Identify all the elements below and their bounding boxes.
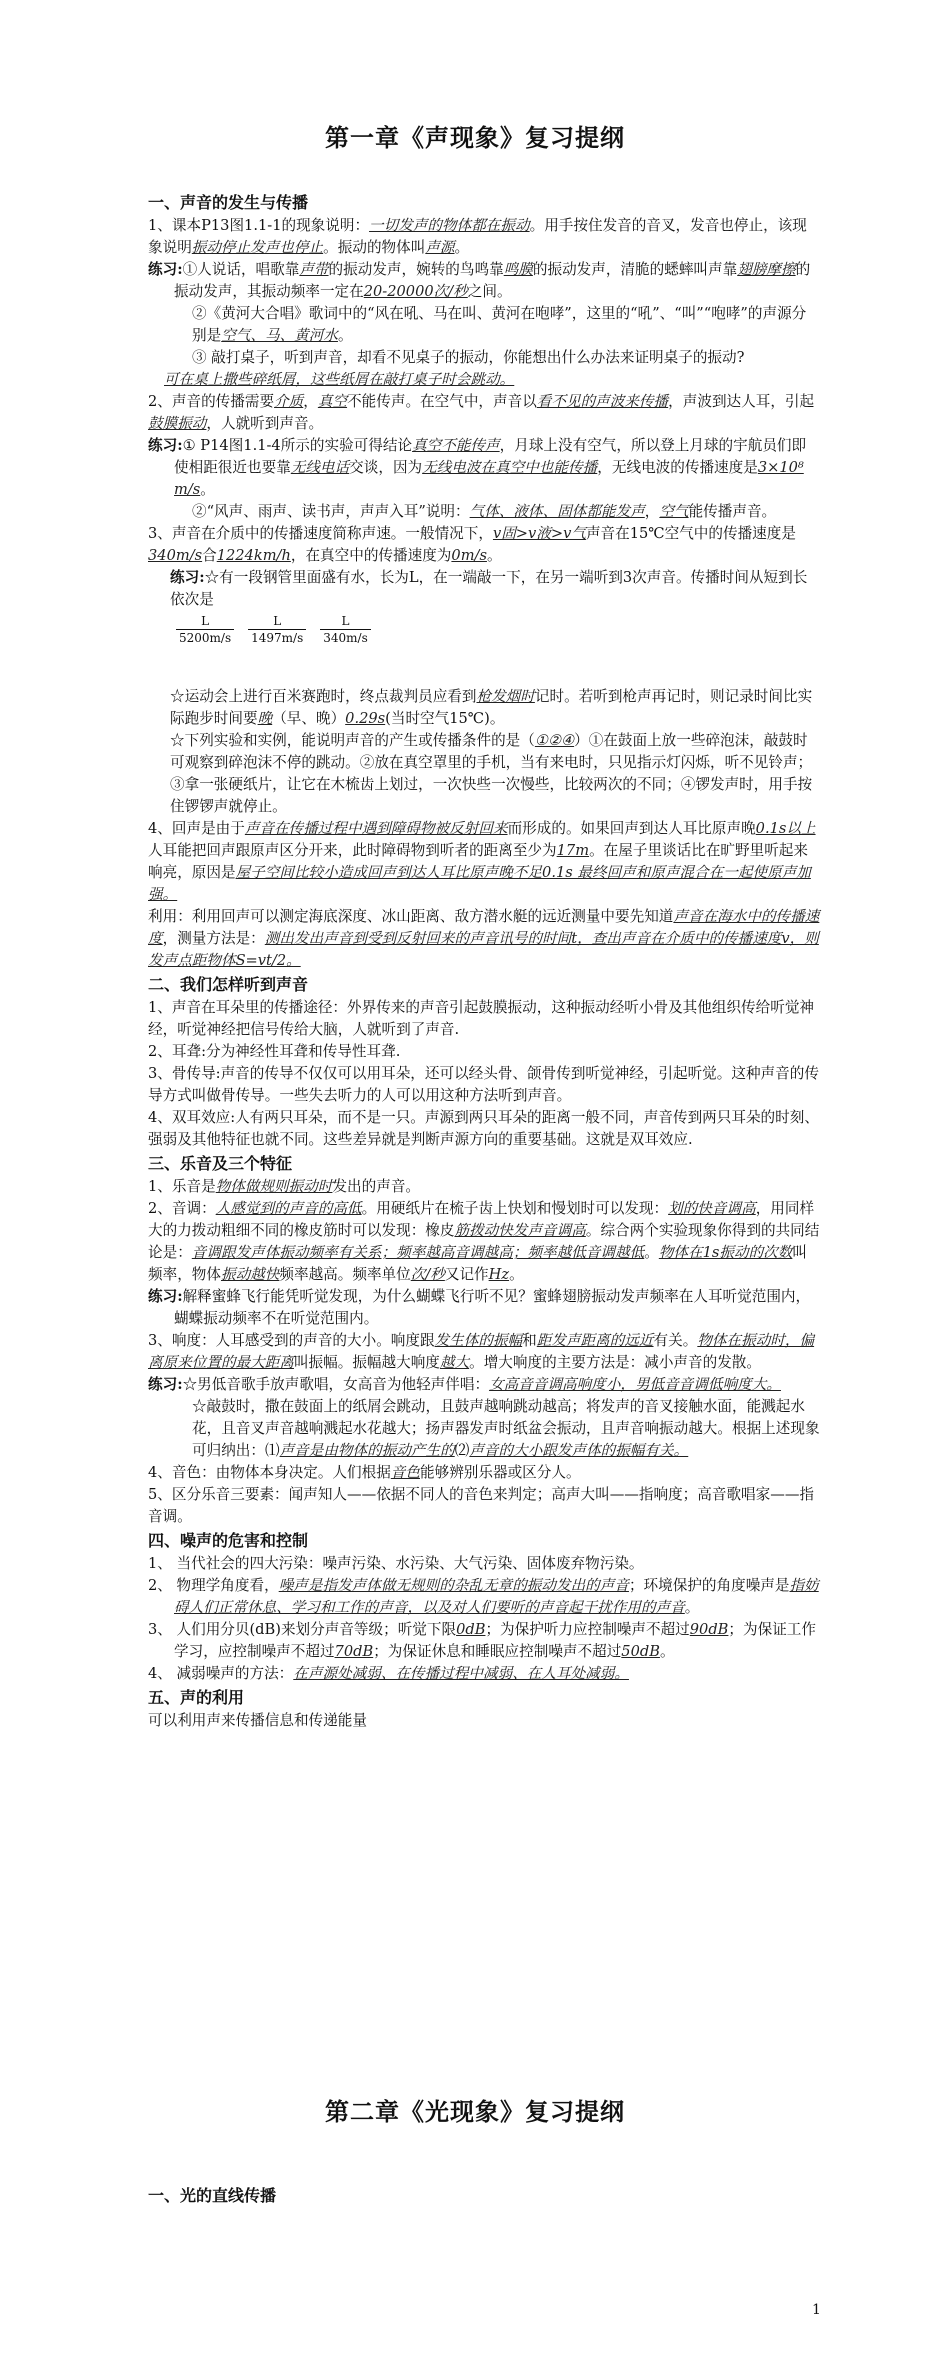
paragraph: 4、回声是由于声音在传播过程中遇到障碍物被反射回来而形成的。如果回声到达人耳比原声晚0.1s以上人耳能把回声跟原声区分开来，此时障碍物到听者的距离至少为17m。在屋子里谈话比在旷野里听起来响亮，原因是屋子空间比较小造成回声到达人耳比原声晚不足0.1s 最终回声和原声混合在一起使原声加强。: [148, 820, 816, 903]
exercise-item: ③ 敲打桌子，听到声音，却看不见桌子的振动，你能想出什么办法来证明桌子的振动? 可在桌上撒些碎纸屑，这些纸屑在敲打桌子时会跳动。: [164, 349, 745, 388]
exercise: 练习:解释蜜蜂飞行能凭听觉发现，为什么蝴蝶飞行听不见？蜜蜂翅膀振动发声频率在人耳听觉范围内，蝴蝶振动频率不在听觉范围内。: [148, 1288, 811, 1327]
fraction-list: [148, 613, 820, 646]
paragraph: 1、课本P13图1.1-1的现象说明：一切发声的物体都在振动。用手按住发音的音叉，发音也停止，该现象说明振动停止发声也停止。振动的物体叫声源。: [148, 217, 807, 256]
section-1-heading: 一、声音的发生与传播: [148, 193, 309, 212]
chapter-2-section-1-heading: 一、光的直线传播: [148, 2186, 277, 2205]
paragraph: 2、 物理学角度看，噪声是指发声体做无规则的杂乱无章的振动发出的声音；环境保护的角度噪声是指妨碍人们正常休息、学习和工作的声音，以及对人们要听的声音起干扰作用的声音。: [148, 1577, 819, 1616]
paragraph: 1、乐音是物体做规则振动时发出的声音。: [148, 1178, 421, 1195]
exercise: 练习:☆男低音歌手放声歌唱，女高音为他轻声伴唱：女高音音调高响度小，男低音音调低响度大。: [148, 1376, 781, 1393]
section-4-heading: 四、噪声的危害和控制: [148, 1531, 309, 1550]
exercise: 练习:① P14图1.1-4所示的实验可得结论真空不能传声，月球上没有空气，所以登上月球的宇航员们即使相距很近也要靠无线电话交谈，因为无线电波在真空中也能传播，无线电波的传播速度是3×10⁸ m/s。: [148, 437, 807, 498]
page-number: 1: [812, 2302, 821, 2318]
paragraph: 5、区分乐音三要素：闻声知人——依据不同人的音色来判定；高声大叫——指响度；高音歌唱家——指音调。: [148, 1486, 815, 1525]
paragraph: 3、骨传导:声音的传导不仅仅可以用耳朵，还可以经头骨、颌骨传到听觉神经，引起听觉。这种声音的传导方式叫做骨传导。一些失去听力的人可以用这种方法听到声音。: [148, 1065, 819, 1104]
fraction: $\frac{L}{1497m/s}$: [248, 613, 306, 646]
paragraph: 1、声音在耳朵里的传播途径：外界传来的声音引起鼓膜振动，这种振动经听小骨及其他组织传给听觉神经，听觉神经把信号传给大脑，人就听到了声音.: [148, 999, 815, 1038]
exercise: 练习:①人说话，唱歌靠声带的振动发声，婉转的鸟鸣靠鸣膜的振动发声，清脆的蟋蟀叫声靠翅膀摩擦的振动发声，其振动频率一定在20-20000次/秒之间。: [148, 261, 811, 300]
section-3-heading: 三、乐音及三个特征: [148, 1154, 293, 1173]
chapter-1-body: [148, 190, 820, 1732]
paragraph: 4、音色：由物体本身决定。人们根据音色能够辨别乐器或区分人。: [148, 1464, 581, 1481]
exercise-item: ☆运动会上进行百米赛跑时，终点裁判员应看到枪发烟时记时。若听到枪声再记时，则记录时间比实际跑步时间要晚（早、晚）0.29s(当时空气15℃)。: [170, 688, 813, 727]
section-2-heading: 二、我们怎样听到声音: [148, 975, 309, 994]
paragraph: 1、 当代社会的四大污染：噪声污染、水污染、大气污染、固体废弃物污染。: [148, 1555, 644, 1572]
paragraph: 2、声音的传播需要介质，真空不能传声。在空气中，声音以看不见的声波来传播，声波到达人耳，引起鼓膜振动，人就听到声音。: [148, 393, 815, 432]
paragraph: 利用：利用回声可以测定海底深度、冰山距离、敌方潜水艇的远近测量中要先知道声音在海水中的传播速度，测量方法是：测出发出声音到受到反射回来的声音讯号的时间t，查出声音在介质中的传播速度v，则发声点距物体S=vt/2。: [148, 908, 820, 969]
paragraph: 3、响度：人耳感受到的声音的大小。响度跟发生体的振幅和距发声距离的远近有关。物体在振动时，偏离原来位置的最大距离叫振幅。振幅越大响度越大。增大响度的主要方法是：减小声音的发散。: [148, 1332, 815, 1371]
exercise-item: ②《黄河大合唱》歌词中的“风在吼、马在叫、黄河在咆哮”，这里的“吼”、“叫”“咆哮”的声源分别是空气、马、黄河水。: [192, 305, 807, 344]
fraction: $\frac{L}{340m/s}$: [320, 613, 370, 646]
paragraph: 4、双耳效应:人有两只耳朵，而不是一只。声源到两只耳朵的距离一般不同，声音传到两只耳朵的时刻、强弱及其他特征也就不同。这些差异就是判断声源方向的重要基础。这就是双耳效应.: [148, 1109, 819, 1148]
paragraph: 2、音调：人感觉到的声音的高低。用硬纸片在梳子齿上快划和慢划时可以发现：划的快音调高，用同样大的力拨动粗细不同的橡皮筋时可以发现：橡皮筋拨动快发声音调高。综合两个实验现象你得到的共同结论是：音调跟发声体振动频率有关系；频率越高音调越高；频率越低音调越低。物体在1s振动的次数叫频率，物体振动越快频率越高。频率单位次/秒又记作Hz。: [148, 1200, 820, 1283]
paragraph: 2、耳聋:分为神经性耳聋和传导性耳聋.: [148, 1043, 401, 1060]
paragraph: 3、 人们用分贝(dB)来划分声音等级；听觉下限0dB；为保护听力应控制噪声不超过90dB；为保证工作学习，应控制噪声不超过70dB；为保证休息和睡眠应控制噪声不超过50dB。: [148, 1621, 816, 1660]
paragraph: 3、声音在介质中的传播速度简称声速。一般情况下，v固>v液>v气声音在15℃空气中的传播速度是340m/s合1224km/h，在真空中的传播速度为0m/s。: [148, 525, 796, 564]
paragraph: 可以利用声来传播信息和传递能量: [148, 1712, 367, 1729]
chapter-2-title: 第二章《光现象》复习提纲: [325, 2098, 625, 2126]
exercise-item: ②“风声、雨声、读书声，声声入耳”说明：气体、液体、固体都能发声，空气能传播声音。: [192, 503, 777, 520]
section-5-heading: 五、声的利用: [148, 1688, 245, 1707]
chapter-1-title: 第一章《声现象》复习提纲: [325, 124, 625, 152]
fraction: $\frac{L}{5200m/s}$: [176, 613, 234, 646]
exercise: 练习:☆有一段钢管里面盛有水，长为L，在一端敲一下，在另一端听到3次声音。传播时间从短到长依次是: [170, 569, 808, 608]
exercise-item: ☆敲鼓时，撒在鼓面上的纸屑会跳动，且鼓声越响跳动越高；将发声的音叉接触水面，能溅起水花，且音叉声音越响溅起水花越大；扬声器发声时纸盆会振动，且声音响振动越大。根据上述现象可归纳出：⑴声音是由物体的振动产生的⑵声音的大小跟发声体的振幅有关。: [192, 1398, 820, 1459]
paragraph: 4、 减弱噪声的方法：在声源处减弱、在传播过程中减弱、在人耳处减弱。: [148, 1665, 629, 1682]
exercise-item: ☆下列实验和实例，能说明声音的产生或传播条件的是（①②④）①在鼓面上放一些碎泡沫，敲鼓时可观察到碎泡沫不停的跳动。②放在真空罩里的手机，当有来电时，只见指示灯闪烁，听不见铃声；③拿一张硬纸片，让它在木梳齿上划过，一次快些一次慢些，比较两次的不同；④锣发声时，用手按住锣锣声就停止。: [170, 732, 813, 815]
